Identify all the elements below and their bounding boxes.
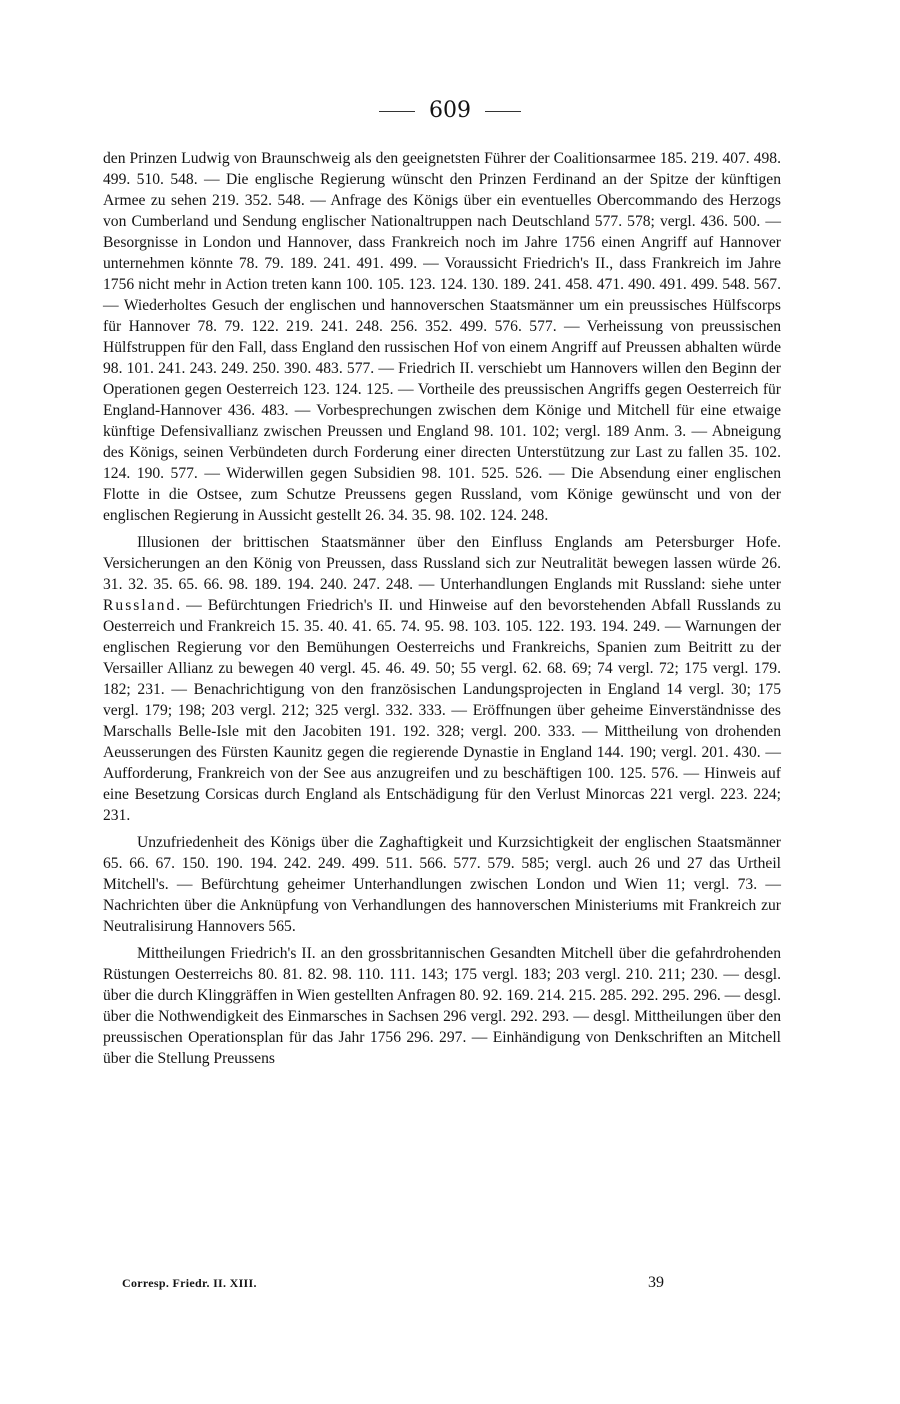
paragraph-2-text-a: Illusionen der brittischen Staatsmänner über den Einfluss Englands am Petersburger Hofe. Versicherungen an den König von Preussen, dass Russland sich zur Neutralität bewegen lassen würde 26. 31. 32. 35. 65. 66. 98. 189. 194. 240. 247. 248. — Unterhandlungen Englands mit Russland: siehe unter: [103, 534, 781, 593]
body-text: [103, 148, 781, 1075]
cross-reference-russland: Russland: [103, 597, 177, 614]
paragraph-2: [103, 532, 781, 826]
signature-mark: Corresp. Friedr. II. XIII.: [122, 1276, 257, 1290]
sheet-number: 39: [648, 1274, 664, 1291]
paragraph-1-text: den Prinzen Ludwig von Braunschweig als den geeignetsten Führer der Coalitionsarmee 185. 219. 407. 498. 499. 510. 548. — Die englische Regierung wünscht den Prinzen Ferdinand an der Spitze der künftigen Armee zu sehen 219. 352. 548. — Anfrage des Königs über ein eventuelles Obercommando des Herzogs von Cumberland und Sendung englischer Nationaltruppen nach Deutschland 577. 578; vergl. 436. 500. — Besorgnisse in London und Hannover, dass Frankreich noch im Jahre 1756 einen Angriff auf Hannover unternehmen könnte 78. 79. 189. 241. 491. 499. — Voraussicht Friedrich's II., dass Frankreich im Jahre 1756 nicht mehr in Action treten kann 100. 105. 123. 124. 130. 189. 241. 458. 471. 490. 491. 499. 548. 567. — Wiederholtes Gesuch der englischen und hannoverschen Staatsmänner um ein preussisches Hülfscorps für Hannover 78. 79. 122. 219. 241. 248. 256. 352. 499. 576. 577. — Verheissung von preussischen Hülfstruppen für den Fall, dass England den russischen Hof von einem Angriff auf Preussen abhalten würde 98. 101. 241. 243. 249. 250. 390. 483. 577. — Friedrich II. verschiebt um Hannovers willen den Beginn der Operationen gegen Oesterreich 123. 124. 125. — Vortheile des preussischen Angriffs gegen Oesterreich für England-Hannover 436. 483. — Vorbesprechungen zwischen dem Könige und Mitchell für eine etwaige künftige Defensivallianz zwischen Preussen und England 98. 101. 102; vergl. 189 Anm. 3. — Abneigung des Königs, seinen Verbündeten durch Forderung einer directen Unterstützung zur Last zu fallen 35. 102. 124. 190. 577. — Widerwillen gegen Subsidien 98. 101. 525. 526. — Die Absendung einer englischen Flotte in die Ostsee, zum Schutze Preussens gegen Russland, vom Könige gewünscht und von der englischen Regierung in Aussicht gestellt 26. 34. 35. 98. 102. 124. 248.: [103, 150, 781, 524]
paragraph-4-text: Mittheilungen Friedrich's II. an den grossbritannischen Gesandten Mitchell über die gefahrdrohenden Rüstungen Oesterreichs 80. 81. 82. 98. 110. 111. 143; 175 vergl. 183; 203 vergl. 210. 211; 230. — desgl. über die durch Klinggräffen in Wien gestellten Anfragen 80. 92. 169. 214. 215. 285. 292. 295. 296. — desgl. über die Nothwendigkeit des Einmarsches in Sachsen 296 vergl. 292. 293. — desgl. Mittheilungen über den preussischen Operationsplan für das Jahr 1756 296. 297. — Einhändigung von Denkschriften an Mitchell über die Stellung Preussens: [103, 945, 781, 1067]
paragraph-4: [103, 943, 781, 1069]
paragraph-2-text-b: . — Befürchtungen Friedrich's II. und Hinweise auf den bevorstehenden Abfall Russlands zu Oesterreich und Frankreich 15. 35. 40. 41. 65. 74. 95. 98. 103. 105. 122. 193. 194. 249. — Warnungen der englischen Regierung vor den Bemühungen Oesterreichs und Frankreichs, Spanien zum Beitritt zu der Versailler Allianz zu bewegen 40 vergl. 45. 46. 49. 50; 55 vergl. 62. 68. 69; 74 vergl. 72; 175 vergl. 179. 182; 231. — Benachrichtigung von den französischen Landungsprojecten in England 14 vergl. 30; 175 vergl. 179; 198; 203 vergl. 212; 325 vergl. 332. 333. — Eröffnungen über geheime Einverständnisse des Marschalls Belle-Isle mit den Jacobiten 191. 192. 328; vergl. 200. 333. — Mittheilung von drohenden Aeusserungen des Fürsten Kaunitz gegen die regierende Dynastie in England 144. 190; vergl. 201. 430. — Aufforderung, Frankreich von der See aus anzugreifen und zu beschäftigen 100. 125. 576. — Hinweis auf eine Besetzung Corsicas durch England als Entschädigung für den Verlust Minorcas 221 vergl. 223. 224; 231.: [103, 597, 781, 824]
paragraph-1: [103, 148, 781, 526]
paragraph-3: [103, 832, 781, 937]
page-header: [0, 98, 900, 123]
page-number: 609: [429, 98, 471, 123]
paragraph-3-text: Unzufriedenheit des Königs über die Zaghaftigkeit und Kurzsichtigkeit der englischen Staatsmänner 65. 66. 67. 150. 190. 194. 242. 249. 499. 511. 566. 577. 579. 585; vergl. auch 26 und 27 das Urtheil Mitchell's. — Befürchtung geheimer Unterhandlungen zwischen London und Wien 11; vergl. 73. — Nachrichten über die Anknüpfung von Verhandlungen des hannoverschen Ministeriums mit Frankreich zur Neutralisirung Hannovers 565.: [103, 834, 781, 935]
header-dash-right: [485, 111, 521, 112]
header-dash-left: [379, 111, 415, 112]
